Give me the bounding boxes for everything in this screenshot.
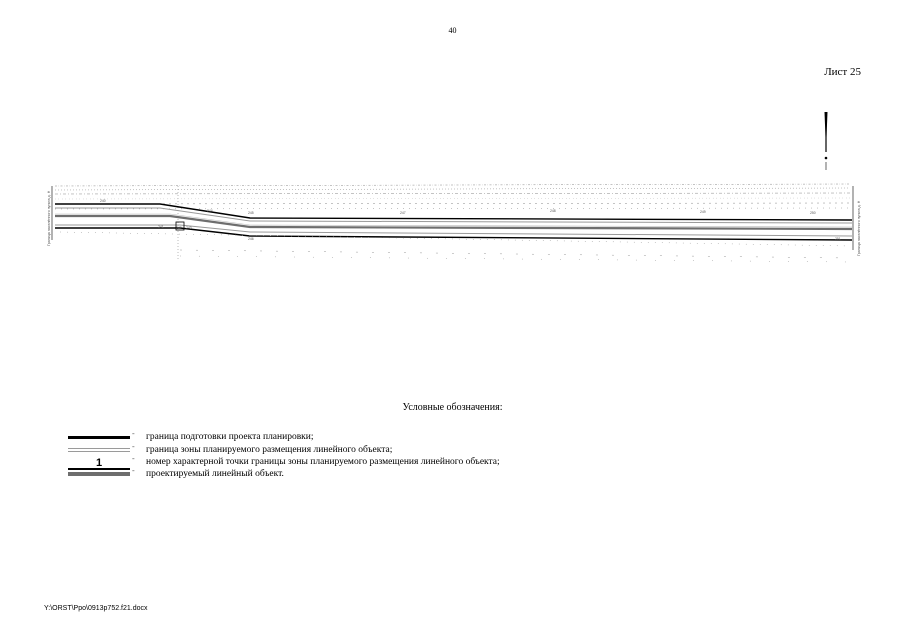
planning-boundary-bottom — [55, 228, 852, 240]
north-arrow-icon — [825, 112, 828, 170]
legend-text: номер характерной точки границы зоны планируемого размещения линейного объекта; — [146, 457, 500, 467]
topo-annotations-top — [55, 184, 850, 209]
left-edge-label: Граница населённого пункта д. Н — [47, 190, 51, 246]
point-label: 246 — [248, 237, 254, 241]
point-label: 241 — [158, 225, 164, 229]
legend-dash: - — [132, 466, 135, 475]
legend-text: граница зоны планируемого размещения линейного объекта; — [146, 445, 393, 455]
topo-annotations-bottom — [60, 232, 850, 262]
page-number: 40 — [448, 26, 457, 35]
right-edge-label: Граница населённого пункта д. Н — [857, 200, 861, 256]
legend-dash: - — [132, 442, 135, 451]
footer-file-path: Y:\ORST\Ppo\0913p752.f21.docx — [44, 605, 148, 612]
point-label: 242 — [176, 226, 182, 230]
legend-symbol-zone — [68, 445, 130, 457]
legend-item — [68, 429, 588, 444]
zone-boundary-top — [55, 208, 852, 223]
legend-symbol-boundary — [68, 432, 130, 444]
point-label: 243 — [186, 226, 192, 230]
legend-item — [68, 466, 588, 481]
point-label: 250 — [810, 211, 816, 215]
point-label: 244 — [207, 209, 213, 213]
planning-map — [0, 0, 905, 300]
legend-symbol-point-number: 1 — [68, 457, 130, 470]
point-label: 240 — [100, 199, 106, 203]
legend-dash: - — [132, 454, 135, 463]
point-label: 247 — [400, 211, 406, 215]
point-label: 245 — [248, 211, 254, 215]
point-label: 249 — [700, 210, 706, 214]
point-label: 251 — [835, 237, 841, 241]
legend-symbol-linear-object — [68, 469, 130, 481]
legend-title: Условные обозначения: — [402, 402, 503, 413]
point-label: 248 — [550, 209, 556, 213]
legend-text: проектируемый линейный объект. — [146, 469, 284, 479]
legend-item — [68, 454, 588, 469]
legend-dash: - — [132, 429, 135, 438]
legend-text: граница подготовки проекта планировки; — [146, 432, 314, 442]
legend-item — [68, 442, 588, 457]
sheet-label: Лист 25 — [824, 66, 861, 78]
